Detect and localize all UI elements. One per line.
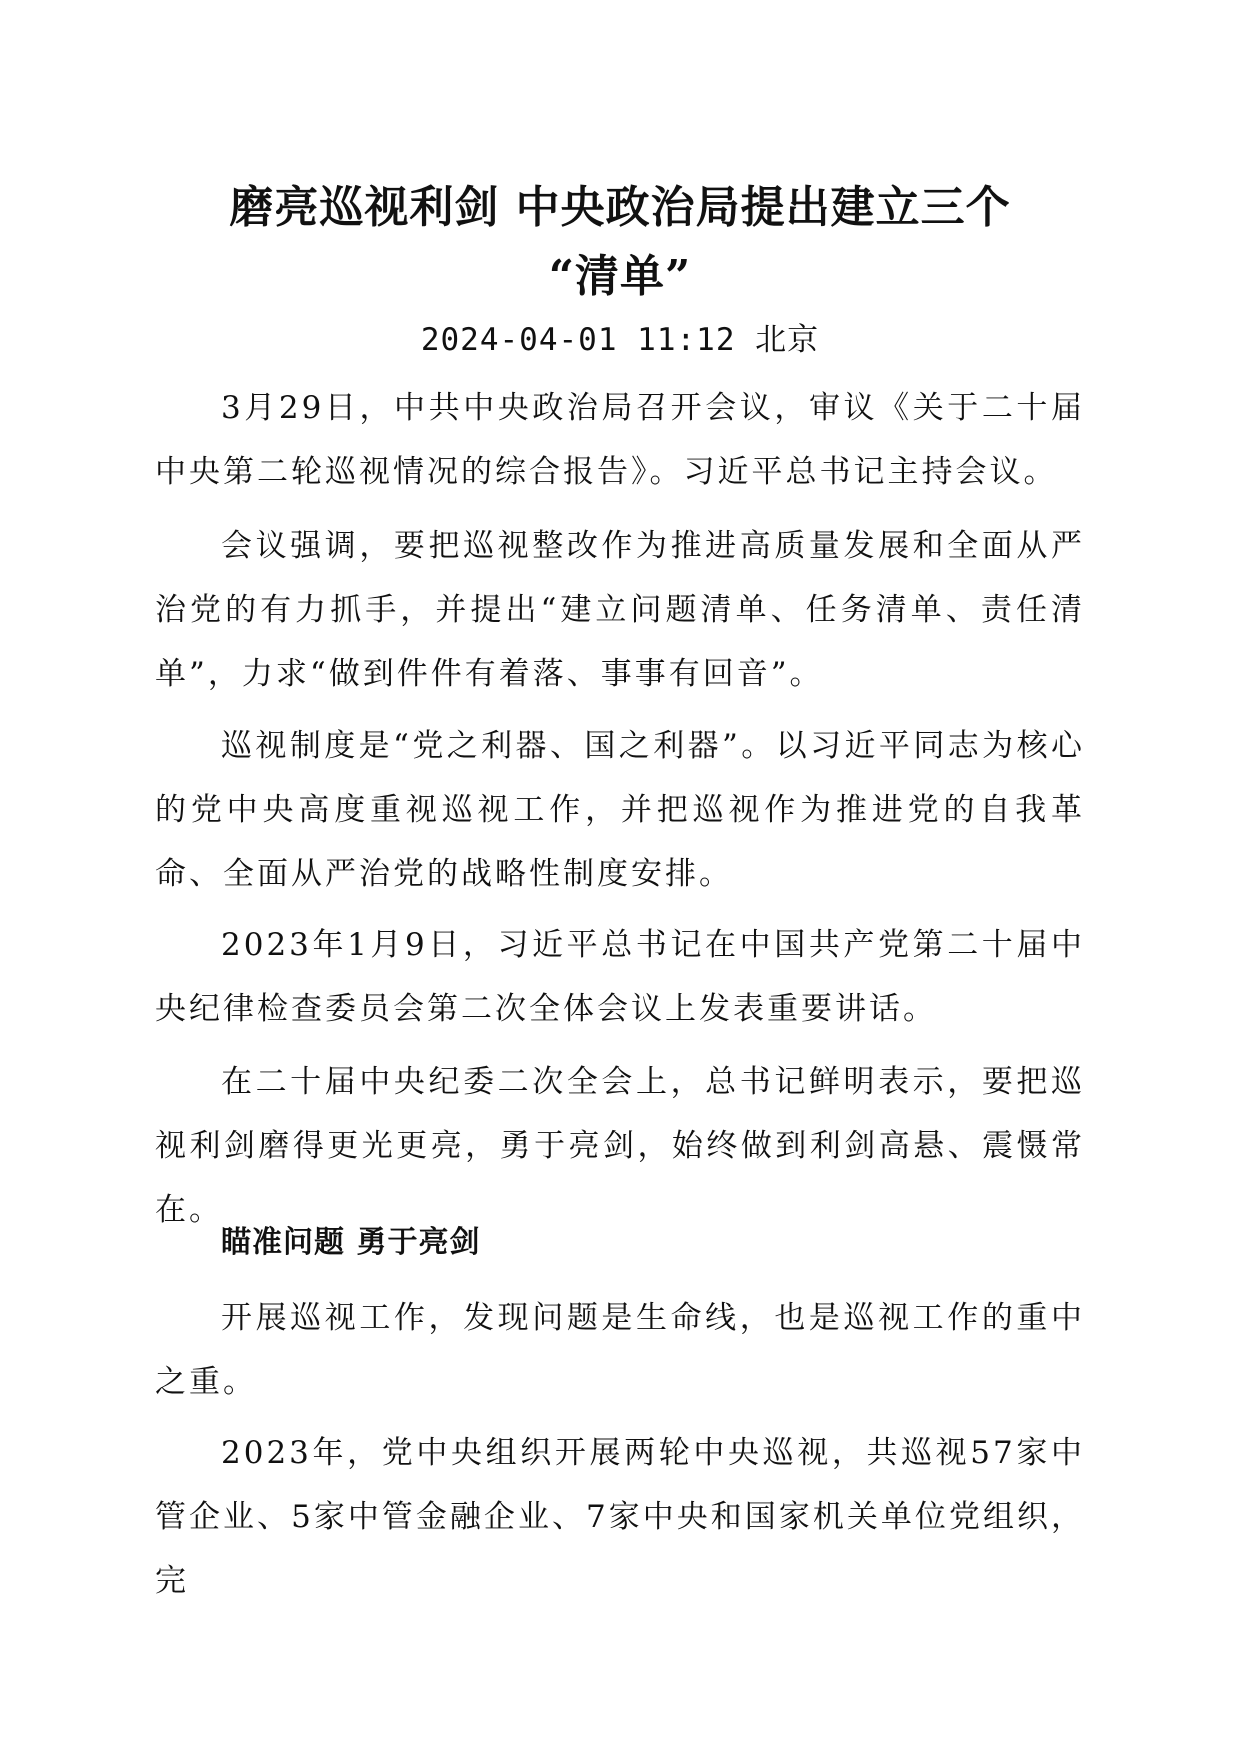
article-title-line-1: 磨亮巡视利剑 中央政治局提出建立三个 <box>229 182 1011 233</box>
paragraph-2: 会议强调，要把巡视整改作为推进高质量发展和全面从严治党的有力抓手，并提出“建立问题清单、任务清单、责任清单”，力求“做到件件有着落、事事有回音”。 <box>155 528 1085 692</box>
paragraph-4: 2023年1月9日，习近平总书记在中国共产党第二十届中央纪律检查委员会第二次全体会议上发表重要讲话。 <box>155 927 1085 1027</box>
paragraph-3: 巡视制度是“党之利器、国之利器”。以习近平同志为核心的党中央高度重视巡视工作，并把巡视作为推进党的自我革命、全面从严治党的战略性制度安排。 <box>155 728 1085 892</box>
paragraph-1: 3月29日，中共中央政治局召开会议，审议《关于二十届中央第二轮巡视情况的综合报告》。习近平总书记主持会议。 <box>155 390 1085 490</box>
section-subheading: 瞄准问题 勇于亮剑 <box>221 1225 481 1260</box>
paragraph-6: 开展巡视工作，发现问题是生命线，也是巡视工作的重中之重。 <box>155 1300 1085 1400</box>
article-dateline: 2024-04-01 11:12 北京 <box>420 322 820 358</box>
article-title-line-2: “清单” <box>548 251 692 302</box>
paragraph-5: 在二十届中央纪委二次全会上，总书记鲜明表示，要把巡视利剑磨得更光更亮，勇于亮剑，始终做到利剑高悬、震慑常在。 <box>155 1064 1085 1228</box>
paragraph-7: 2023年，党中央组织开展两轮中央巡视，共巡视57家中管企业、5家中管金融企业、7家中央和国家机关单位党组织，完 <box>155 1435 1085 1599</box>
